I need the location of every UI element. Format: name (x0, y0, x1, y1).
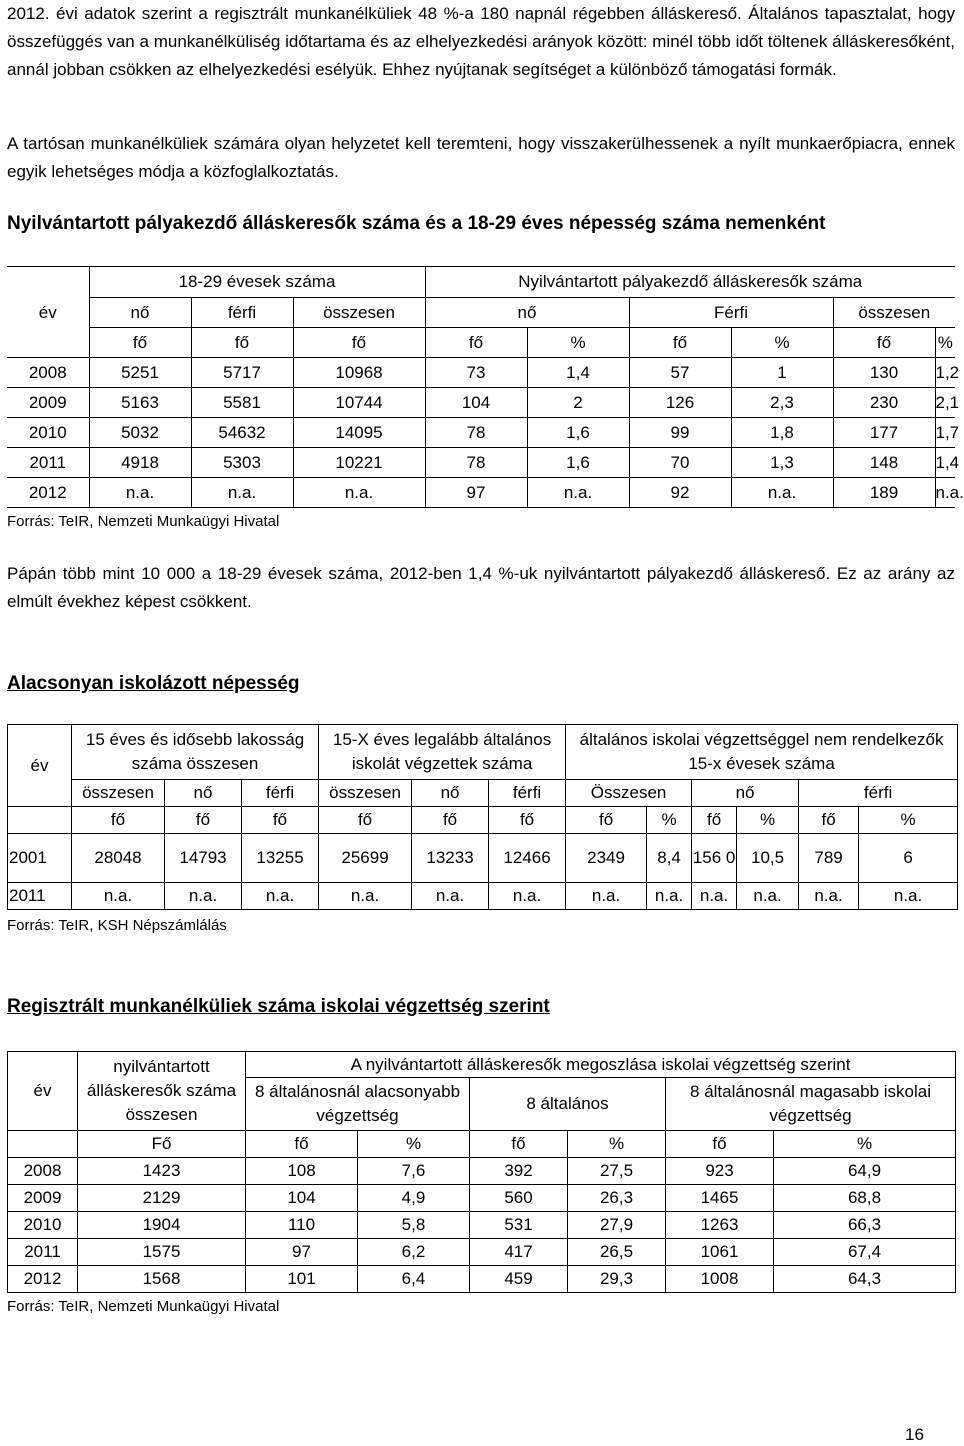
value-cell: 7,6 (358, 1158, 470, 1185)
header-total: összesen (293, 298, 425, 328)
table1-header-row-1 (7, 267, 955, 298)
table1-header-row-2 (7, 298, 955, 328)
value-cell: 64,9 (774, 1158, 956, 1185)
value-cell: 10968 (293, 358, 425, 388)
value-cell: 27,9 (568, 1212, 666, 1239)
value-cell: 1,4 (935, 448, 955, 478)
no-primary-group-header: általános iskolai végzettséggel nem rendelkezők 15-x évesek száma (566, 725, 958, 780)
unit-cell: % (358, 1131, 470, 1158)
youth-count-group-header: 18-29 évesek száma (89, 267, 425, 298)
value-cell: 1,6 (527, 448, 629, 478)
table1-source: Forrás: TeIR, Nemzeti Munkaügyi Hivatal (7, 513, 280, 530)
value-cell: 4,9 (358, 1185, 470, 1212)
year-cell: 2009 (7, 388, 89, 418)
unit-cell: fő (412, 807, 489, 834)
value-cell: 10,5 (737, 834, 799, 883)
jobseekers-youth-table (7, 266, 964, 508)
units-empty-cell (7, 328, 89, 358)
unit-cell: fő (629, 328, 731, 358)
unit-cell: fő (666, 1131, 774, 1158)
value-cell: 1423 (78, 1158, 246, 1185)
unit-cell: % (935, 328, 955, 358)
total-jobseekers-header: nyilvántartott álláskeresők száma összesen (78, 1052, 246, 1131)
value-cell: 417 (470, 1239, 568, 1266)
value-cell: 108 (246, 1158, 358, 1185)
year-cell: 2001 (8, 834, 72, 883)
unit-cell: fő (293, 328, 425, 358)
value-cell: n.a. (293, 478, 425, 508)
table-row (7, 478, 955, 508)
value-cell: 2 (527, 388, 629, 418)
units-empty-cell (8, 807, 72, 834)
year-cell: 2011 (8, 1239, 78, 1266)
value-cell: 459 (470, 1266, 568, 1293)
value-cell: n.a. (165, 883, 242, 910)
value-cell: 1263 (666, 1212, 774, 1239)
table-row (8, 1212, 956, 1239)
value-cell: 57 (629, 358, 731, 388)
year-cell: 2011 (8, 883, 72, 910)
value-cell: 29,3 (568, 1266, 666, 1293)
value-cell: 2,1 (935, 388, 955, 418)
value-cell: n.a. (191, 478, 293, 508)
value-cell: 6,2 (358, 1239, 470, 1266)
unit-cell: fő (692, 807, 737, 834)
distribution-group-header: A nyilvántartott álláskeresők megoszlása iskolai végzettség szerint (246, 1052, 956, 1078)
value-cell: n.a. (319, 883, 412, 910)
value-cell: 5581 (191, 388, 293, 418)
population-group-header: 15 éves és idősebb lakosság száma összesen (72, 725, 319, 780)
value-cell: n.a. (731, 478, 833, 508)
value-cell: 5251 (89, 358, 191, 388)
value-cell: 130 (833, 358, 935, 388)
value-cell: n.a. (935, 478, 955, 508)
value-cell: n.a. (566, 883, 647, 910)
value-cell: 1465 (666, 1185, 774, 1212)
value-cell: 230 (833, 388, 935, 418)
value-cell: n.a. (412, 883, 489, 910)
table3-title: Regisztrált munkanélküliek száma iskolai végzettség szerint (7, 996, 550, 1017)
intro-paragraph-1: 2012. évi adatok szerint a regisztrált munkanélküliek 48 %-a 180 napnál régebben álláskereső. Általános tapasztalat, hogy összefüggés van a munkanélküliség időtartama és az elhelyezkedési arányok között: minél több időt töltenek álláskeresőként, annál jobban csökken az elhelyezkedési esélyük. Ehhez nyújtanak segítséget a különböző támogatási formák. (7, 4, 955, 79)
value-cell: 126 (629, 388, 731, 418)
value-cell: 177 (833, 418, 935, 448)
value-cell: 66,3 (774, 1212, 956, 1239)
value-cell: 923 (666, 1158, 774, 1185)
unit-cell: fő (799, 807, 859, 834)
unit-cell: fő (242, 807, 319, 834)
value-cell: 78 (425, 448, 527, 478)
table3-header-row-1 (8, 1052, 956, 1078)
value-cell: 789 (799, 834, 859, 883)
header-female: nő (165, 780, 242, 807)
year-cell: 2008 (8, 1158, 78, 1185)
year-cell: 2008 (7, 358, 89, 388)
value-cell: 13233 (412, 834, 489, 883)
year-cell: 2012 (7, 478, 89, 508)
value-cell: 28048 (72, 834, 165, 883)
low-education-table (7, 724, 958, 910)
table3-source: Forrás: TeIR, Nemzeti Munkaügyi Hivatal (7, 1298, 280, 1315)
unit-cell: % (737, 807, 799, 834)
value-cell: 6,4 (358, 1266, 470, 1293)
value-cell: 5717 (191, 358, 293, 388)
value-cell: 1008 (666, 1266, 774, 1293)
header-below-primary: 8 általánosnál alacsonyabb végzettség (246, 1078, 470, 1131)
value-cell: 1575 (78, 1239, 246, 1266)
value-cell: 2129 (78, 1185, 246, 1212)
value-cell: 1,2 (935, 358, 955, 388)
table1-title: Nyilvántartott pályakezdő álláskeresők száma és a 18-29 éves népesség száma nemenként (7, 213, 826, 234)
unit-cell: Fő (78, 1131, 246, 1158)
header-jobseeker-male: Férfi (629, 298, 833, 328)
unit-cell: fő (425, 328, 527, 358)
value-cell: 6 (859, 834, 958, 883)
value-cell: 97 (425, 478, 527, 508)
value-cell: 5303 (191, 448, 293, 478)
value-cell: 10221 (293, 448, 425, 478)
table2-header-row-2 (8, 780, 958, 807)
value-cell: 148 (833, 448, 935, 478)
intro-paragraph-2: A tartósan munkanélküliek számára olyan helyzetet kell teremteni, hogy visszakerülhessenek a nyílt munkaerőpiacra, ennek egyik lehetséges módja a közfoglalkoztatás. (7, 134, 955, 181)
table-row (7, 448, 955, 478)
value-cell: 104 (246, 1185, 358, 1212)
value-cell: 531 (470, 1212, 568, 1239)
header-above-primary: 8 általánosnál magasabb iskolai végzettség (666, 1078, 956, 1131)
value-cell: 156 0 (692, 834, 737, 883)
unit-cell: fő (191, 328, 293, 358)
value-cell: n.a. (489, 883, 566, 910)
header-male: férfi (191, 298, 293, 328)
value-cell: 392 (470, 1158, 568, 1185)
unit-cell: fő (566, 807, 647, 834)
value-cell: 12466 (489, 834, 566, 883)
header-male: férfi (489, 780, 566, 807)
unemployed-education-table (7, 1051, 956, 1293)
value-cell: 101 (246, 1266, 358, 1293)
value-cell: 5032 (89, 418, 191, 448)
value-cell: n.a. (737, 883, 799, 910)
year-header-label: év (7, 298, 89, 328)
header-total: Összesen (566, 780, 692, 807)
value-cell: 5163 (89, 388, 191, 418)
unit-cell: % (527, 328, 629, 358)
header-primary: 8 általános (470, 1078, 666, 1131)
value-cell: n.a. (527, 478, 629, 508)
table-row (8, 1158, 956, 1185)
unit-cell: fő (165, 807, 242, 834)
jobseeker-group-header: Nyilvántartott pályakezdő álláskeresők száma (425, 267, 955, 298)
value-cell: n.a. (89, 478, 191, 508)
value-cell: 1,4 (527, 358, 629, 388)
header-male: férfi (799, 780, 958, 807)
year-cell: 2010 (7, 418, 89, 448)
table1-units-row (7, 328, 955, 358)
value-cell: 110 (246, 1212, 358, 1239)
table-row (8, 883, 958, 910)
value-cell: 14095 (293, 418, 425, 448)
year-header-label: év (8, 725, 72, 807)
table-row (8, 834, 958, 883)
value-cell: 92 (629, 478, 731, 508)
value-cell: 26,5 (568, 1239, 666, 1266)
value-cell: 26,3 (568, 1185, 666, 1212)
value-cell: 78 (425, 418, 527, 448)
header-female: nő (692, 780, 799, 807)
unit-cell: fő (470, 1131, 568, 1158)
summary-paragraph: Pápán több mint 10 000 a 18-29 évesek száma, 2012-ben 1,4 %-uk nyilvántartott pályakezdő álláskereső. Ez az arány az elmúlt évekhez képest csökkent. (7, 564, 955, 611)
unit-cell: fő (319, 807, 412, 834)
table-row (8, 1239, 956, 1266)
unit-cell: fő (89, 328, 191, 358)
value-cell: 1,6 (527, 418, 629, 448)
value-cell: 104 (425, 388, 527, 418)
value-cell: 1,7 (935, 418, 955, 448)
unit-cell: % (568, 1131, 666, 1158)
value-cell: n.a. (859, 883, 958, 910)
header-male: férfi (242, 780, 319, 807)
value-cell: n.a. (799, 883, 859, 910)
units-empty-cell (8, 1131, 78, 1158)
value-cell: 1,8 (731, 418, 833, 448)
value-cell: 4918 (89, 448, 191, 478)
value-cell: n.a. (692, 883, 737, 910)
table-row (7, 388, 955, 418)
value-cell: 189 (833, 478, 935, 508)
header-female: nő (89, 298, 191, 328)
unit-cell: % (859, 807, 958, 834)
header-total: összesen (319, 780, 412, 807)
value-cell: 10744 (293, 388, 425, 418)
value-cell: 64,3 (774, 1266, 956, 1293)
unit-cell: % (731, 328, 833, 358)
value-cell: 1,3 (731, 448, 833, 478)
table-row (8, 1266, 956, 1293)
unit-cell: % (774, 1131, 956, 1158)
header-jobseeker-female: nő (425, 298, 629, 328)
year-cell: 2010 (8, 1212, 78, 1239)
page-number: 16 (905, 1425, 924, 1444)
header-female: nő (412, 780, 489, 807)
table3-units-row (8, 1131, 956, 1158)
value-cell: n.a. (647, 883, 692, 910)
table-row (7, 418, 955, 448)
table-row (7, 358, 955, 388)
value-cell: 25699 (319, 834, 412, 883)
value-cell: 13255 (242, 834, 319, 883)
table2-header-row-1 (8, 725, 958, 780)
table2-title: Alacsonyan iskolázott népesség (7, 673, 300, 694)
value-cell: 560 (470, 1185, 568, 1212)
value-cell: 27,5 (568, 1158, 666, 1185)
table2-source: Forrás: TeIR, KSH Népszámlálás (7, 917, 227, 934)
value-cell: 97 (246, 1239, 358, 1266)
year-cell: 2012 (8, 1266, 78, 1293)
value-cell: 67,4 (774, 1239, 956, 1266)
value-cell: n.a. (72, 883, 165, 910)
unit-cell: fő (246, 1131, 358, 1158)
year-header-label: év (8, 1052, 78, 1131)
unit-cell: % (647, 807, 692, 834)
table2-units-row (8, 807, 958, 834)
year-cell: 2009 (8, 1185, 78, 1212)
header-total: összesen (72, 780, 165, 807)
value-cell: 1 (731, 358, 833, 388)
value-cell: 73 (425, 358, 527, 388)
value-cell: 99 (629, 418, 731, 448)
value-cell: n.a. (242, 883, 319, 910)
year-header-cell (7, 267, 89, 298)
value-cell: 2349 (566, 834, 647, 883)
value-cell: 68,8 (774, 1185, 956, 1212)
unit-cell: fő (489, 807, 566, 834)
value-cell: 8,4 (647, 834, 692, 883)
header-jobseeker-total: összesen (833, 298, 955, 328)
value-cell: 1904 (78, 1212, 246, 1239)
value-cell: 2,3 (731, 388, 833, 418)
value-cell: 1568 (78, 1266, 246, 1293)
year-cell: 2011 (7, 448, 89, 478)
value-cell: 1061 (666, 1239, 774, 1266)
value-cell: 5,8 (358, 1212, 470, 1239)
table-row (8, 1185, 956, 1212)
unit-cell: fő (72, 807, 165, 834)
primary-school-group-header: 15-X éves legalább általános iskolát végzettek száma (319, 725, 566, 780)
value-cell: 54632 (191, 418, 293, 448)
value-cell: 14793 (165, 834, 242, 883)
unit-cell: fő (833, 328, 935, 358)
value-cell: 70 (629, 448, 731, 478)
